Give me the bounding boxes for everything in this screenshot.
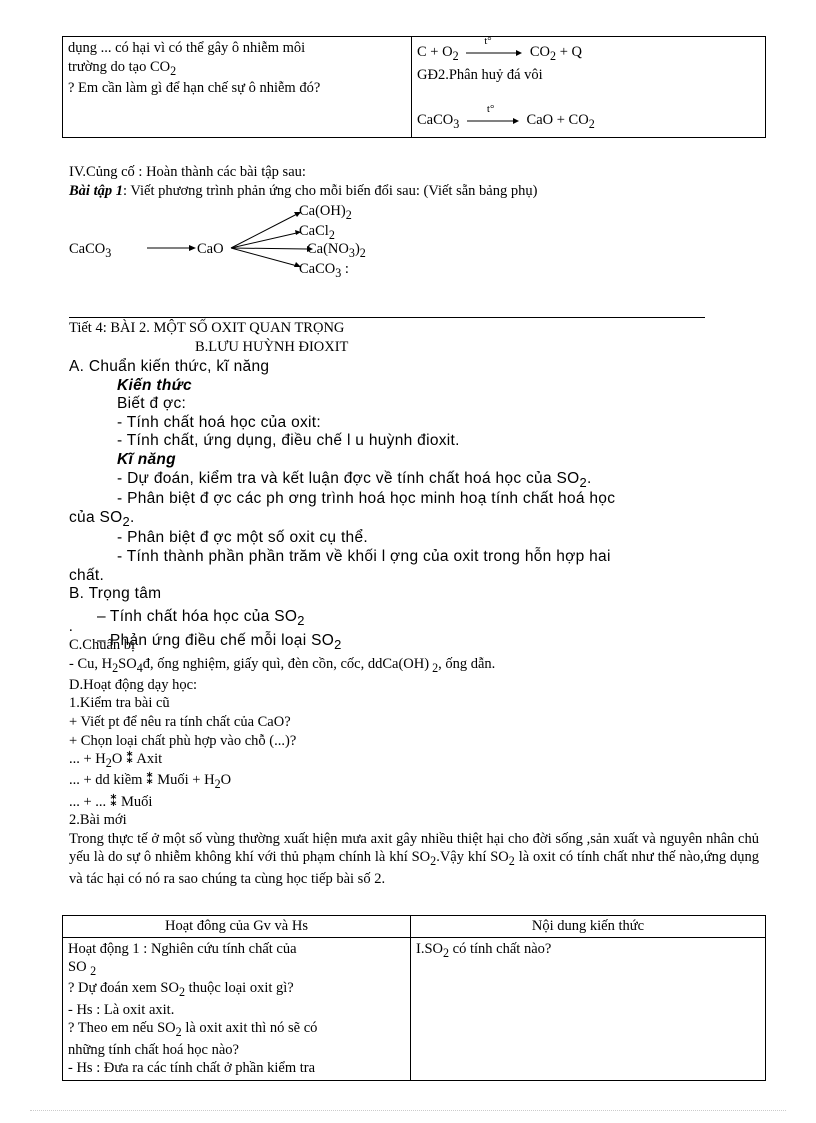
- stray-dot: .: [69, 619, 73, 635]
- arrow-glyph-icon: ⁑: [146, 772, 154, 789]
- reaction-arrow: t°: [467, 117, 519, 125]
- page-bottom-border: [30, 1110, 786, 1111]
- equation-decomposition: CaCO$_3$ t° CaO + $CO_2$: [417, 102, 595, 131]
- transformation-scheme: [69, 198, 409, 280]
- activity-1-title-cont: SO $_2$: [68, 959, 97, 978]
- section-a-heading: A. Chuẩn kiến thức, kĩ năng: [69, 358, 270, 375]
- table-head-content: Nội dung kiến thức: [411, 916, 766, 938]
- activity-1-title: Hoạt động 1 : Nghiên cứu tính chất của: [68, 940, 297, 957]
- prep-materials: - Cu, $H_2SO_4đ$, ống nghiệm, giấy quì, đèn cồn, cốc, ddCa(OH) $_2$, ống dẫn.: [69, 655, 496, 675]
- equation-combustion: $C + O_2$ t° $CO_2 + Q$: [417, 34, 582, 63]
- reaction-arrow: t°: [466, 49, 522, 57]
- review-r1: ... + $H_2O$ ⁑ Axit: [69, 751, 163, 770]
- skill-4: - Tính thành phần phần trăm về khối l ợng của oxit trong hỗn hợp hai chất.: [69, 547, 611, 584]
- cungco-title: IV.Củng cố : Hoàn thành các bài tập sau:: [69, 164, 306, 180]
- scheme-product-3: $Ca(NO_3)_2$: [307, 241, 366, 260]
- kinang-heading: Kĩ năng: [117, 450, 176, 468]
- arrow-glyph-icon: ⁑: [109, 793, 118, 810]
- scheme-product-4: CaCO$_3$ :: [299, 261, 349, 280]
- exercise-1-label: Bài tập 1: [69, 183, 123, 199]
- lesson-title: Tiết 4: BÀI 2. MỘT SỐ OXIT QUAN TRỌNG: [69, 320, 345, 336]
- knowledge-1: - Tính chất hoá học của oxit:: [117, 413, 322, 431]
- review-q2: + Chọn loại chất phù hợp vào chỗ (...)?: [69, 732, 297, 749]
- exercise-1-text: : Viết phương trình phản ứng cho mỗi biến đổi sau: (Viết sẵn bảng phụ): [122, 183, 538, 199]
- section-b-heading: B. Trọng tâm: [69, 585, 162, 603]
- knowledge-2: - Tính chất, ứng dụng, điều chế l u huỳnh đioxit.: [117, 432, 460, 450]
- content-cell: [411, 937, 766, 1080]
- focus-2: – Phản ứng điều chế mỗi loại $SO_2$: [69, 632, 757, 653]
- activity-cell: [63, 937, 411, 1080]
- activities-heading: D.Hoạt động dạy học:: [69, 676, 198, 693]
- activity-q1: ? Dự đoán xem $SO_2$ thuộc loại oxit gì?: [68, 980, 294, 1000]
- review-r2: ... + dd kiềm ⁑ Muối + $H_2O$: [69, 772, 232, 792]
- activity-q2: ? Theo em nếu $SO_2$ là oxit axit thì nó sẽ có: [68, 1020, 318, 1040]
- content-heading-1: $I.SO_2$ có tính chất nào?: [416, 940, 552, 960]
- review-q1: + Viết pt để nêu ra tính chất của CaO?: [69, 713, 291, 730]
- scheme-start: CaCO$_3$: [69, 241, 112, 260]
- scheme-product-2: CaCl$_2$: [299, 223, 335, 242]
- activity-a2: - Hs : Đưa ra các tính chất ở phần kiểm tra: [68, 1060, 316, 1077]
- scheme-mid: CaO: [197, 241, 224, 257]
- biet-label: Biết đ ợc:: [117, 395, 187, 413]
- top-table: [62, 36, 766, 138]
- activity-table: [62, 915, 766, 1081]
- lesson-subtitle: B.LƯU HUỲNH ĐIOXIT: [195, 339, 349, 355]
- activity-q2-cont: những tính chất hoá học nào?: [68, 1041, 239, 1058]
- prep-section: [69, 636, 759, 888]
- table-head-activities: Hoạt đông của Gv và Hs: [63, 916, 411, 938]
- top-table-right-cell: [412, 34, 766, 138]
- activity-a1: - Hs : Là oxit axit.: [68, 1001, 175, 1018]
- top-left-line-3: ? Em cần làm gì để hạn chế sự ô nhiễm đó?: [68, 79, 321, 96]
- kienthuc-heading: Kiến thức: [117, 376, 192, 394]
- gd2-label: GĐ2.Phân huỷ đá vôi: [417, 67, 543, 84]
- arrow-glyph-icon: ⁑: [125, 751, 134, 768]
- prep-heading: C.Chuẩn bị: [69, 637, 136, 653]
- review-heading: 1.Kiểm tra bài cũ: [69, 695, 170, 712]
- new-lesson-intro: Trong thực tế ở một số vùng thường xuất hiện mưa axit gây nhiều thiệt hại cho đời sống ,sản xuất và nguyên nhân chủ yếu là do sự ô nhiễm không khí với thủ phạm chính là khí $SO_2.Vậy$ khí $SO_2$ là oxit có tính chất như thế nào,ứng dụng và tác hại có nó ra sao chúng ta cùng học tiếp bài số 2.: [69, 830, 759, 887]
- section-a: [69, 358, 757, 653]
- top-left-line-2: trường do tạo $CO_2$: [68, 58, 177, 78]
- skill-2: - Phân biệt đ ợc các ph ơng trình hoá học minh hoạ tính chất hoá học của $SO_2$.: [69, 490, 616, 529]
- scheme-arrows: [69, 198, 409, 280]
- review-r3: ... + ... ⁑ Muối: [69, 793, 153, 810]
- scheme-product-1: $Ca(OH)_2$: [299, 203, 352, 222]
- new-lesson-heading: 2.Bài mới: [69, 812, 127, 829]
- top-left-line-1: dụng ... có hại vì có thể gây ô nhiễm môi: [68, 40, 306, 56]
- section-divider: [69, 317, 705, 318]
- skill-1: - Dự đoán, kiểm tra và kết luận đợc về tính chất hoá học của $SO_2$.: [117, 469, 592, 490]
- focus-1: – Tính chất hóa học của $SO_2$: [69, 608, 757, 629]
- top-table-left-cell: [63, 37, 412, 138]
- skill-3: - Phân biệt đ ợc một số oxit cụ thể.: [117, 529, 368, 547]
